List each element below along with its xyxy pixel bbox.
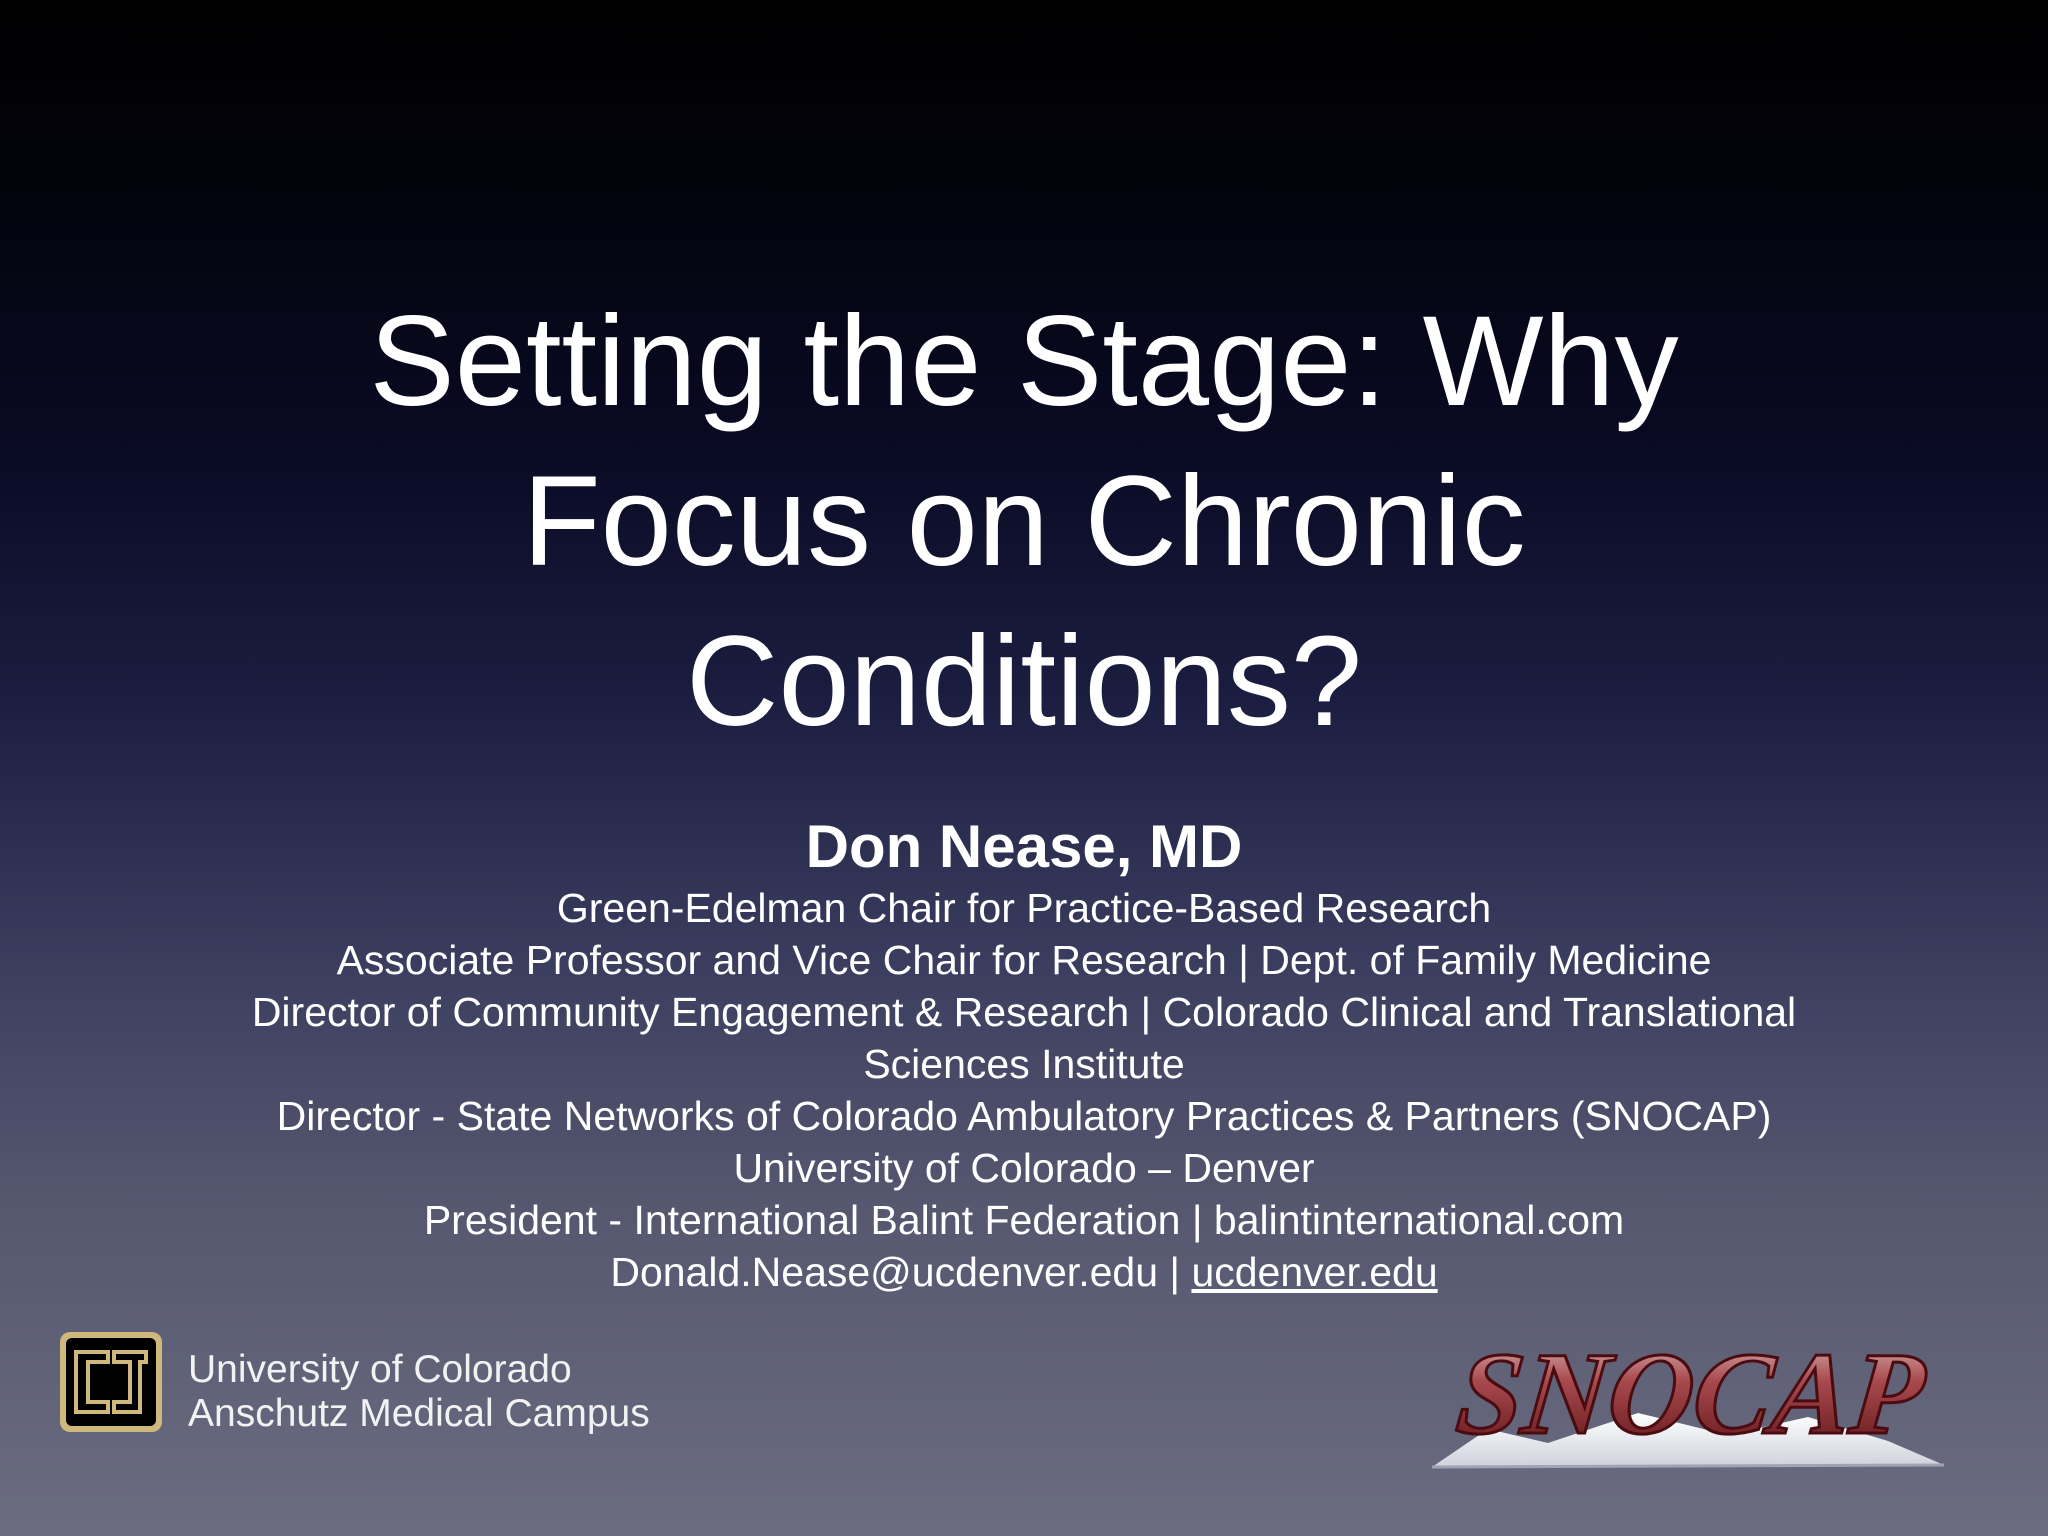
affiliation-line-5: Director - State Networks of Colorado Ambulatory Practices & Partners (SNOCAP): [276, 1093, 1772, 1139]
cu-name-line-1: University of Colorado: [188, 1348, 572, 1391]
cu-logo-icon: [58, 1330, 164, 1434]
website-link[interactable]: ucdenver.edu: [1191, 1249, 1438, 1295]
affiliation-line-1: Green-Edelman Chair for Practice-Based Research: [556, 885, 1492, 931]
snocap-logo: [1428, 1325, 1948, 1475]
affiliation-line-7: President - International Balint Federation | balintinternational.com: [423, 1197, 1625, 1243]
affiliation-line-6: University of Colorado – Denver: [733, 1145, 1315, 1191]
cu-name-line-2: Anschutz Medical Campus: [188, 1392, 650, 1435]
affiliation-line-3: Director of Community Engagement & Research | Colorado Clinical and Translational: [251, 989, 1797, 1035]
email-text: Donald.Nease@ucdenver.edu: [610, 1249, 1158, 1295]
author-name: Don Nease, MD: [805, 813, 1243, 880]
slide-title-line-3: Conditions?: [686, 610, 1362, 753]
affiliation-line-4: Sciences Institute: [863, 1041, 1185, 1087]
contact-line: [0, 1246, 2048, 1298]
author-affiliations: [0, 882, 2048, 1298]
slide-title-line-1: Setting the Stage: Why: [369, 290, 1679, 433]
slide-title: [0, 282, 2048, 762]
contact-separator: |: [1158, 1249, 1192, 1295]
affiliation-line-2: Associate Professor and Vice Chair for Research | Dept. of Family Medicine: [336, 937, 1712, 983]
cu-campus-name: [188, 1348, 650, 1436]
slide-title-line-2: Focus on Chronic: [522, 450, 1526, 593]
snocap-wordmark: SNOCAP: [1451, 1328, 1931, 1459]
